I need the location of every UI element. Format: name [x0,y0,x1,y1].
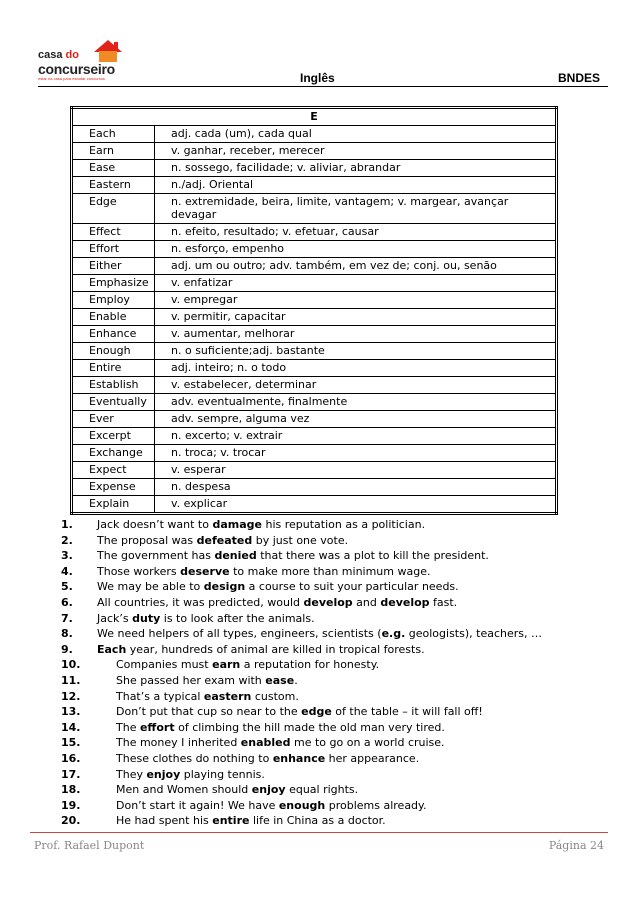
sentence-text: They [116,767,147,781]
vocab-definition: v. empregar [155,292,557,309]
exercise-number: 4. [61,564,73,578]
vocab-word: Ever [72,411,155,428]
exercise-number: 10. [61,658,81,672]
keyword: enjoy [251,783,286,797]
vocabulary-body [72,126,557,514]
vocab-word: Enhance [72,326,155,343]
sentence-text: She passed her exam with [116,673,266,687]
exercise-item [38,720,608,736]
keyword: enhance [272,751,326,765]
sentence-text: All countries, it was predicted, would [97,595,304,609]
vocab-word: Enough [72,343,155,360]
table-row [72,428,557,445]
exercise-item [38,642,608,658]
sentence-text: by just one vote. [252,533,349,547]
keyword: effort [139,720,175,734]
exercise-number: 20. [61,814,81,828]
vocab-definition: n. esforço, empenho [155,241,557,258]
table-row [72,143,557,160]
table-row [72,241,557,258]
sentence-text: We may be able to [97,580,204,594]
table-row [72,360,557,377]
sentence-text: Jack doesn’t want to [97,518,213,531]
keyword: design [203,580,246,594]
vocab-word: Either [72,258,155,275]
exercise-number: 9. [61,642,73,656]
vocab-definition: n. extremidade, beira, limite, vantagem; v. margear, avançar devagar [155,194,557,224]
vocab-definition: n. o suficiente;adj. bastante [155,343,557,360]
exercise-number: 16. [61,751,81,765]
exercise-item [38,564,608,580]
exercise-item [38,798,608,814]
header-exam: BNDES [557,71,600,85]
keyword: defeated [196,533,253,547]
keyword: damage [212,518,262,531]
exercise-item [38,626,608,642]
vocab-word: Excerpt [72,428,155,445]
exercise-number: 5. [61,580,73,594]
sentence-text: Don’t start it again! We have [116,798,279,812]
logo-brand: concurseiro [38,61,115,77]
vocab-word: Eventually [72,394,155,411]
sentence-text: The proposal was [97,533,197,547]
sentence-text: Men and Women should [116,783,252,797]
vocab-word: Each [72,126,155,143]
keyword: e.g. [381,627,406,641]
keyword: denied [214,549,257,563]
table-header-row [72,108,557,126]
keyword: earn [212,658,241,672]
vocab-word: Employ [72,292,155,309]
logo-casa: casa do [38,49,79,61]
keyword: enjoy [146,767,181,781]
keyword: Each [97,642,127,656]
exercise-item [38,782,608,798]
vocab-definition: adv. sempre, alguma vez [155,411,557,428]
exercise-number: 2. [61,533,73,547]
exercise-item [38,579,608,595]
table-row [72,326,557,343]
sentence-text: Don’t put that cup so near to the [116,705,302,719]
sentence-text: to make more than minimum wage. [229,564,431,578]
sentence-text: a reputation for honesty. [240,658,380,672]
table-row [72,445,557,462]
sentence-text: me to go on a world cruise. [290,736,445,750]
sentence-text: Those workers [97,564,181,578]
keyword: enough [278,798,326,812]
sentence-text: . [294,673,298,687]
exercise-list [38,517,608,829]
vocab-word: Expense [72,479,155,496]
sentence-text: is to look after the animals. [160,611,315,625]
vocab-definition: n. despesa [155,479,557,496]
vocab-definition: v. explicar [155,496,557,514]
keyword: ease [265,673,295,687]
vocab-word: Establish [72,377,155,394]
exercise-number: 17. [61,767,81,781]
vocab-definition: n./adj. Oriental [155,177,557,194]
exercise-item [38,548,608,564]
table-row [72,309,557,326]
sentence-text: and [352,595,381,609]
exercise-number: 15. [61,736,81,750]
vocab-definition: n. efeito, resultado; v. efetuar, causar [155,224,557,241]
exercise-item [38,704,608,720]
sentence-text: fast. [429,595,458,609]
sentence-text: That’s a typical [116,689,204,703]
sentence-text: year, hundreds of animal are killed in tropical forests. [126,642,425,656]
sentence-text: her appearance. [325,751,420,765]
sentence-text: He had spent his [116,814,213,828]
sentence-text: that there was a plot to kill the president. [256,549,489,563]
sentence-text: of climbing the hill made the old man very tired. [174,720,445,734]
header-divider [38,86,608,87]
sentence-text: custom. [251,689,299,703]
vocab-word: Eastern [72,177,155,194]
vocab-definition: n. excerto; v. extrair [155,428,557,445]
sentence-text: We need helpers of all types, engineers, scientists ( [97,627,382,641]
vocab-word: Entire [72,360,155,377]
table-row [72,275,557,292]
keyword: edge [301,705,332,719]
exercise-item [38,689,608,705]
casa-do-concurseiro-logo [38,40,133,80]
keyword: duty [132,611,161,625]
vocab-definition: adj. inteiro; n. o todo [155,360,557,377]
vocab-definition: v. esperar [155,462,557,479]
table-row [72,479,557,496]
footer-author: Prof. Rafael Dupont [34,839,145,852]
footer-divider [30,832,608,833]
table-row [72,258,557,275]
vocab-word: Emphasize [72,275,155,292]
vocab-definition: v. permitir, capacitar [155,309,557,326]
exercise-number: 8. [61,627,73,641]
sentence-text: geologists), teachers, … [405,627,542,641]
vocab-word: Effect [72,224,155,241]
vocab-definition: v. enfatizar [155,275,557,292]
table-row [72,292,557,309]
vocab-word: Enable [72,309,155,326]
sentence-text: a course to suit your particular needs. [245,580,459,594]
vocab-definition: adj. cada (um), cada qual [155,126,557,143]
exercise-item [38,517,608,533]
exercise-item [38,735,608,751]
vocab-word: Edge [72,194,155,224]
exercise-number: 3. [61,549,73,563]
vocab-word: Expect [72,462,155,479]
keyword: entire [212,814,250,828]
keyword: eastern [203,689,252,703]
exercise-number: 13. [61,705,81,719]
logo-tagline: estar na casa para estudar concursos [38,76,105,81]
sentence-text: The government has [97,549,215,563]
exercise-item [38,751,608,767]
exercise-item [38,533,608,549]
exercise-item [38,657,608,673]
table-row [72,194,557,224]
sentence-text: his reputation as a politician. [261,518,426,531]
header-subject: Inglês [300,71,335,85]
table-row [72,126,557,143]
exercise-number: 7. [61,611,73,625]
sentence-text: Companies must [116,658,213,672]
table-row [72,377,557,394]
vocab-word: Effort [72,241,155,258]
exercise-number: 11. [61,673,81,687]
keyword: develop [380,595,430,609]
vocab-word: Explain [72,496,155,514]
sentence-text: life in China as a doctor. [249,814,386,828]
sentence-text: Jack’s [97,611,133,625]
table-row [72,343,557,360]
exercise-number: 1. [61,518,73,531]
table-row [72,411,557,428]
exercise-item [38,673,608,689]
sentence-text: of the table – it will fall off! [331,705,483,719]
sentence-text: playing tennis. [180,767,265,781]
vocabulary-table [70,106,558,515]
exercise-item [38,767,608,783]
keyword: enabled [240,736,291,750]
table-row [72,160,557,177]
footer-page-number: Página 24 [548,839,604,852]
exercise-item [38,813,608,829]
vocab-definition: n. troca; v. trocar [155,445,557,462]
exercise-number: 14. [61,720,81,734]
vocab-word: Exchange [72,445,155,462]
vocab-definition: adv. eventualmente, finalmente [155,394,557,411]
sentence-text: The money I inherited [116,736,241,750]
vocab-definition: v. ganhar, receber, merecer [155,143,557,160]
vocab-word: Ease [72,160,155,177]
exercise-number: 12. [61,689,81,703]
vocab-definition: v. aumentar, melhorar [155,326,557,343]
table-letter-heading: E [72,108,557,126]
table-row [72,224,557,241]
vocab-definition: v. estabelecer, determinar [155,377,557,394]
table-row [72,496,557,514]
table-row [72,177,557,194]
exercise-number: 18. [61,783,81,797]
sentence-text: problems already. [325,798,427,812]
exercise-number: 19. [61,798,81,812]
exercise-item [38,611,608,627]
vocab-definition: adj. um ou outro; adv. também, em vez de; conj. ou, senão [155,258,557,275]
table-row [72,394,557,411]
sentence-text: equal rights. [285,783,359,797]
exercise-item [38,595,608,611]
keyword: deserve [180,564,230,578]
vocab-word: Earn [72,143,155,160]
sentence-text: The [116,720,140,734]
exercise-number: 6. [61,595,73,609]
keyword: develop [303,595,353,609]
sentence-text: These clothes do nothing to [116,751,273,765]
vocab-definition: n. sossego, facilidade; v. aliviar, abrandar [155,160,557,177]
table-row [72,462,557,479]
